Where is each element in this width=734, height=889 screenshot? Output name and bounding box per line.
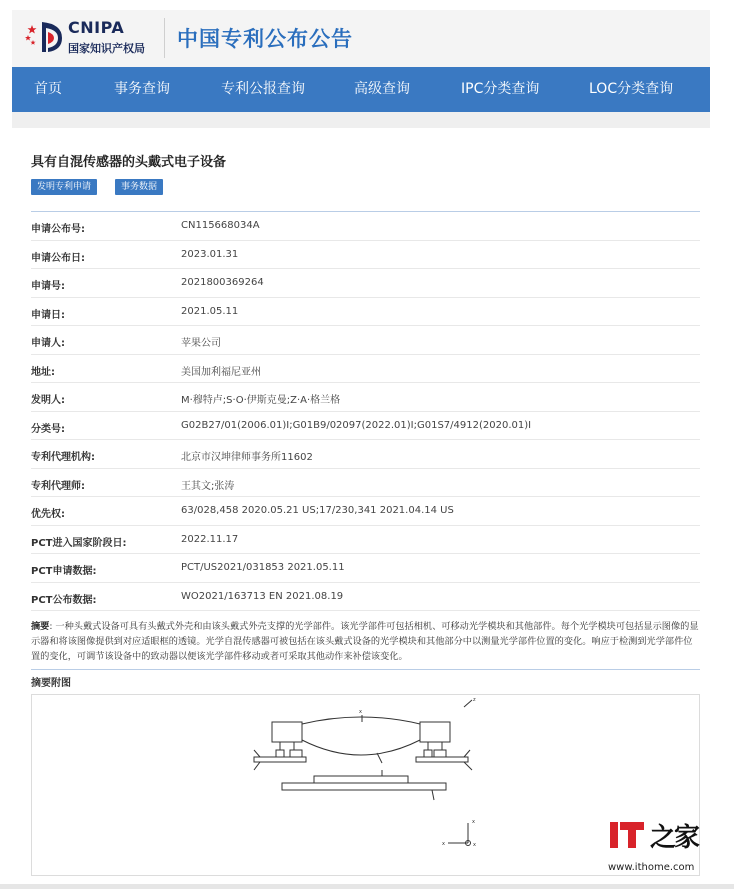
field-value: 2023.01.31	[181, 248, 239, 260]
info-row	[31, 497, 700, 526]
info-row	[31, 469, 700, 498]
site-title: 中国专利公布公告	[177, 27, 353, 51]
svg-text:x: x	[359, 709, 362, 715]
nav-item-advanced-query[interactable]: 高级查询	[354, 81, 410, 97]
info-row	[31, 355, 700, 384]
watermark-url: www.ithome.com	[608, 862, 695, 873]
header-divider	[164, 18, 165, 58]
field-label: 地址:	[31, 366, 55, 378]
field-value: 美国加利福尼亚州	[181, 366, 261, 378]
abstract-text: : 一种头戴式设备可具有头戴式外壳和由该头戴式外壳支撑的光学部件。该光学部件可包括相机、可移动光学模块和其他部件。每个光学模块可包括显示图像的显示器和将该图像提供到对应适眼框的透镜。光学自混传感器可被包括在该头戴式设备的光学模块和其他部分中以测量光学部件位置的变化。响应于检测到光学部件位置的变化，可调节该设备中的致动器以便该光学部件移动或者可采取其他动作来补偿该变化。	[31, 621, 699, 662]
info-row	[31, 241, 700, 270]
field-label: 专利代理师:	[31, 480, 85, 492]
field-value: 63/028,458 2020.05.21 US;17/230,341 2021.04.14 US	[181, 505, 454, 516]
svg-text:x: x	[472, 819, 475, 825]
field-label: 分类号:	[31, 423, 65, 435]
field-label: 申请号:	[31, 281, 65, 292]
nav-item-loc-query[interactable]: LOC分类查询	[589, 81, 674, 97]
cnipa-logo[interactable]	[24, 18, 160, 62]
figure-label: 摘要附图	[31, 678, 71, 689]
info-row	[31, 269, 700, 298]
field-value: G02B27/01(2006.01)I;G01B9/02097(2022.01)I;G01S7/4912(2020.01)I	[181, 419, 532, 431]
abstract	[31, 619, 700, 664]
info-row	[31, 412, 700, 441]
field-value: M·穆特卢;S·O·伊斯克曼;Z·A·格兰格	[181, 395, 341, 406]
info-row	[31, 583, 700, 612]
field-label: 优先权:	[31, 509, 65, 520]
abstract-divider	[31, 669, 700, 670]
field-label: 申请公布号:	[31, 224, 85, 235]
field-label: 申请公布日:	[31, 252, 85, 264]
nav-item-transaction-query[interactable]: 事务查询	[114, 81, 170, 97]
info-row	[31, 298, 700, 327]
info-row	[31, 526, 700, 555]
patent-drawing	[32, 695, 699, 875]
field-value: 王其文;张涛	[181, 480, 235, 492]
transaction-data-tag[interactable]: 事务数据	[115, 179, 163, 195]
main-nav	[12, 67, 710, 112]
nav-item-home[interactable]: 首页	[34, 81, 62, 97]
field-value: 2022.11.17	[181, 533, 239, 545]
field-value: 北京市汉坤律师事务所11602	[181, 452, 313, 463]
patent-title: 具有自混传感器的头戴式电子设备	[31, 155, 227, 170]
field-label: PCT申请数据:	[31, 566, 97, 577]
ithome-watermark	[608, 818, 703, 878]
field-value: WO2021/163713 EN 2021.08.19	[181, 590, 344, 602]
page-bottom-bar	[0, 884, 734, 889]
site-header	[12, 10, 710, 67]
info-row	[31, 326, 700, 355]
info-row	[31, 554, 700, 583]
field-value: PCT/US2021/031853 2021.05.11	[181, 562, 345, 573]
nav-shadow-band	[12, 112, 710, 128]
info-row	[31, 440, 700, 469]
svg-text:之: 之	[650, 823, 677, 853]
field-label: PCT公布数据:	[31, 594, 97, 606]
svg-text:x: x	[473, 842, 476, 848]
field-value: 2021800369264	[181, 277, 264, 288]
field-label: 申请日:	[31, 309, 65, 321]
invention-application-tag[interactable]: 发明专利申请	[31, 179, 97, 195]
patent-info-table	[31, 211, 700, 611]
field-label: 发明人:	[31, 395, 65, 406]
info-row	[31, 212, 700, 241]
logo-org-name: 国家知识产权局	[68, 42, 145, 55]
abstract-label: 摘要	[31, 621, 50, 632]
field-value: CN115668034A	[181, 220, 260, 231]
nav-item-ipc-query[interactable]: IPC分类查询	[461, 81, 540, 97]
info-row	[31, 383, 700, 412]
field-label: PCT进入国家阶段日:	[31, 537, 127, 549]
field-label: 申请人:	[31, 338, 65, 349]
ithome-logo-icon	[608, 818, 703, 858]
svg-text:z: z	[473, 697, 476, 703]
field-value: 苹果公司	[181, 338, 221, 349]
logo-abbr: CNIPA	[68, 18, 125, 37]
svg-text:x: x	[442, 841, 445, 847]
svg-text:家: 家	[674, 823, 701, 853]
field-value: 2021.05.11	[181, 305, 239, 317]
emblem-icon	[38, 20, 64, 54]
field-label: 专利代理机构:	[31, 452, 95, 463]
nav-item-gazette-query[interactable]: 专利公报查询	[221, 81, 305, 97]
abstract-figure	[31, 694, 700, 876]
